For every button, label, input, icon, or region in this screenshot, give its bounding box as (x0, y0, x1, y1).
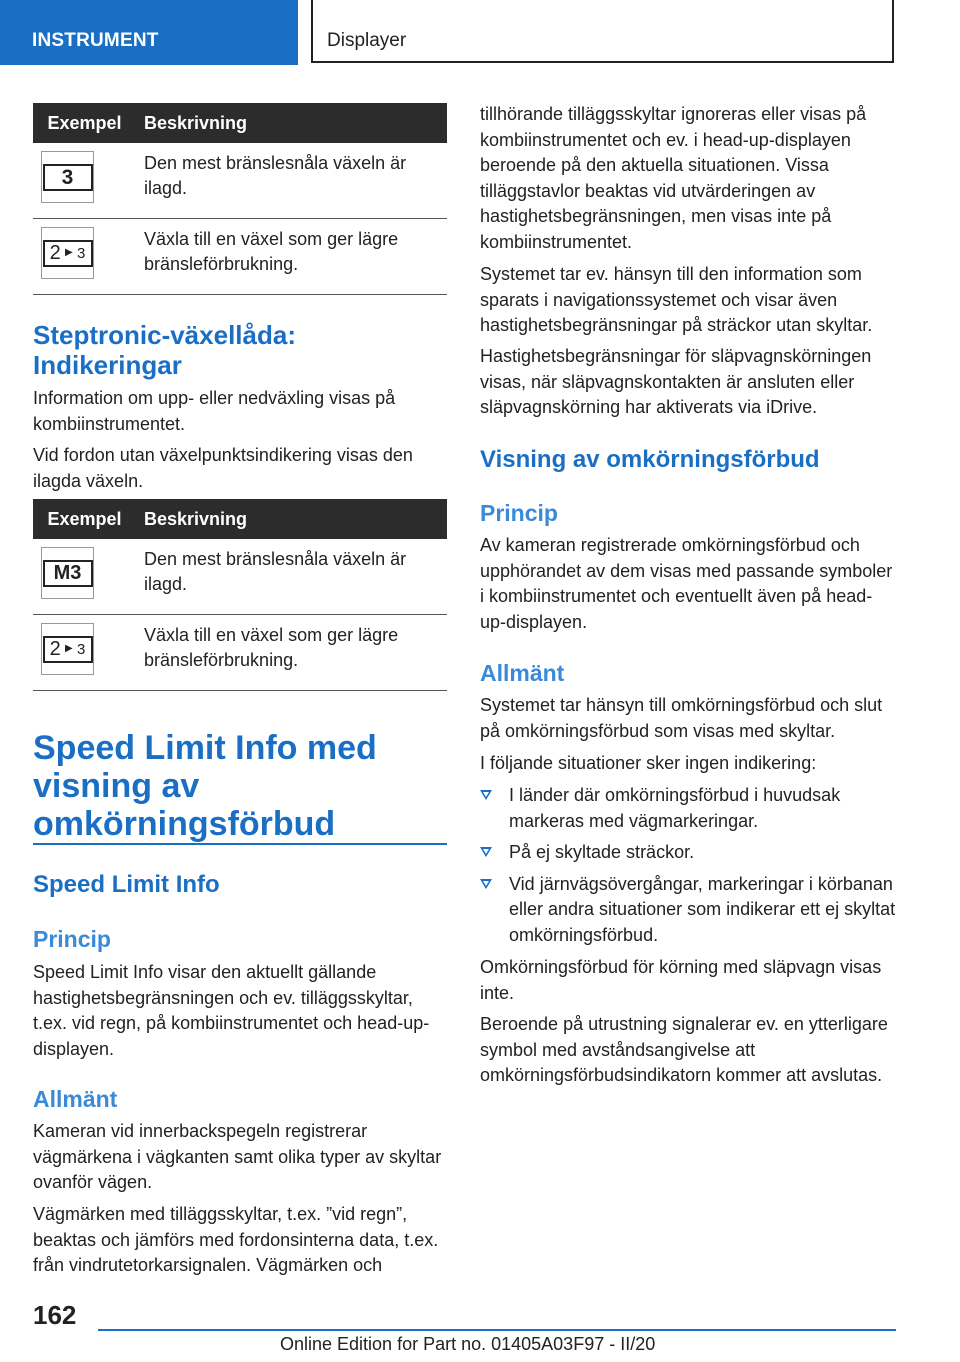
right-paragraph-5: Beroende på utrustning signalerar ev. en ytterligare symbol med avståndsangivelse att omkörningsförbudsindikatorn kommer att avslutas. (480, 1014, 888, 1085)
table-header-description: Beskrivning (136, 103, 447, 143)
table-header-description: Beskrivning (136, 499, 447, 539)
arrow-right-icon: ▶ (65, 643, 73, 654)
overtaking-allmant-paragraph-2: I följande situationer sker ingen indikering: (480, 753, 817, 773)
table-row (33, 539, 447, 615)
overtaking-allmant-heading: Allmänt (480, 660, 565, 686)
footer-edition: Online Edition for Part no. 01405A03F97 - II/20 (280, 1334, 656, 1354)
right-paragraph-3: Hastighetsbegränsningar för släpvagnskörningen visas, när släpvagnskontakten är ansluten eller släpvagnskörning har aktiverats via iDrive. (480, 346, 872, 417)
table-header-row (33, 499, 447, 539)
table-header-example: Exempel (33, 103, 136, 143)
speedlimit-heading: Speed Limit Info med visning av omkörningsförbud (33, 729, 377, 843)
shift-up-symbol: 2 ▶ 3 (41, 623, 94, 675)
section-title: INSTRUMENT (32, 30, 159, 51)
page-number: 162 (33, 1300, 77, 1330)
chapter-tab (311, 0, 894, 63)
right-paragraph-2: Systemet tar ev. hänsyn till den information som sparats i navigationssystemet och visar även hastighetsbegränsningar på sträckor utan skyltar. (480, 264, 873, 335)
chapter-title: Displayer (327, 30, 407, 51)
list-item: I länder där omkörningsförbud i huvudsak markeras med vägmarkeringar. (480, 783, 896, 834)
section-tab (0, 0, 298, 65)
triangle-bullet-icon (480, 879, 492, 889)
table-row (33, 143, 447, 219)
triangle-bullet-icon (480, 790, 492, 800)
table-cell-description: Växla till en växel som ger lägre bränsleförbrukning. (136, 615, 447, 691)
gear-m3-symbol: M3 (41, 547, 94, 599)
overtaking-princip-heading: Princip (480, 500, 558, 526)
no-indication-list (480, 783, 896, 954)
triangle-bullet-icon (480, 847, 492, 857)
shift-up-symbol: 2 ▶ 3 (41, 227, 94, 279)
allmant-heading: Allmänt (33, 1086, 118, 1112)
arrow-right-icon: ▶ (65, 247, 73, 258)
list-item: Vid järnvägsövergångar, markeringar i körbanan eller andra situationer som indikerar ett ej skyltat omkörningsförbud. (480, 872, 896, 949)
heading-rule (33, 843, 447, 845)
table-row (33, 219, 447, 295)
footer-rule (98, 1329, 896, 1331)
overtaking-heading: Visning av omkörningsförbud (480, 446, 820, 473)
steptronic-paragraph-1: Information om upp- eller nedväxling visas på kombiinstrumentet. (33, 388, 396, 434)
speedlimit-subheading: Speed Limit Info (33, 871, 220, 898)
right-paragraph-1: tillhörande tilläggsskyltar ignoreras eller visas på kombiinstrumentet och ev. i head-up-displayen beroende på den aktuella situationen. Vissa tilläggstavlor beaktas vid utvärderingen av hastighetsbegränsningen, men visas inte på kombiinstrumentet. (480, 104, 867, 252)
overtaking-princip-text: Av kameran registrerade omkörningsförbud och upphörandet av dem visas med passande symboler i kombiinstrumentet och eventuellt även på head-up-displayen. (480, 535, 893, 632)
gear-3-symbol: 3 (41, 151, 94, 203)
princip-text: Speed Limit Info visar den aktuellt gällande hastighetsbegränsningen och ev. tilläggsskyltar, t.ex. vid regn, på kombiinstrumentet och head-up-displayen. (33, 962, 430, 1059)
table-cell-description: Den mest bränslesnåla växeln är ilagd. (136, 539, 447, 615)
table-header-row (33, 103, 447, 143)
table-cell-description: Växla till en växel som ger lägre bränsleförbrukning. (136, 219, 447, 295)
table-header-example: Exempel (33, 499, 136, 539)
gear-table-2 (33, 499, 447, 691)
allmant-paragraph-2: Vägmärken med tilläggsskyltar, t.ex. ”vid regn”, beaktas och jämförs med fordonsinterna data, t.ex. från vindrutetorkarsignalen. Vägmärken och (33, 1204, 439, 1275)
table-cell-description: Den mest bränslesnåla växeln är ilagd. (136, 143, 447, 219)
overtaking-allmant-paragraph-1: Systemet tar hänsyn till omkörningsförbud och slut på omkörningsförbud som visas med skyltar. (480, 695, 883, 741)
gear-table-1 (33, 103, 447, 295)
steptronic-heading: Steptronic-växellåda: Indikeringar (33, 320, 296, 380)
princip-heading: Princip (33, 926, 111, 952)
allmant-paragraph-1: Kameran vid innerbackspegeln registrerar vägmärkena i vägkanten samt olika typer av skyltar ovanför vägen. (33, 1121, 442, 1192)
list-item: På ej skyltade sträckor. (480, 840, 896, 866)
table-row (33, 615, 447, 691)
steptronic-paragraph-2: Vid fordon utan växelpunktsindikering visas den ilagda växeln. (33, 445, 413, 491)
right-paragraph-4: Omkörningsförbud för körning med släpvagn visas inte. (480, 957, 882, 1003)
